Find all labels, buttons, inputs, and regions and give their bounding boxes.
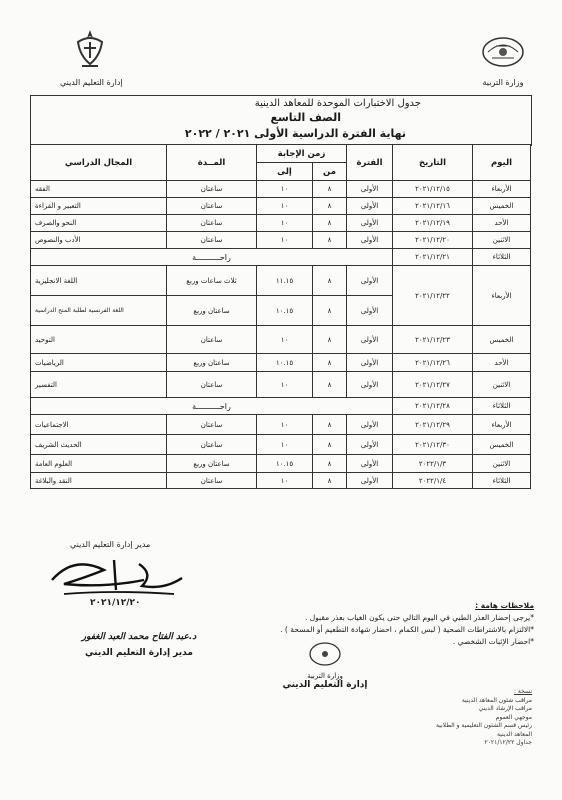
cell-to: ١٠: [257, 372, 313, 398]
cell-from: ٨: [313, 354, 347, 372]
cell-to: ١٠: [257, 181, 313, 198]
cell-from: ٨: [313, 215, 347, 232]
cell-day: الخميس: [473, 326, 531, 354]
cell-subject: التفسير: [31, 372, 167, 398]
cell-duration: ساعتان: [167, 232, 257, 249]
cell-to: ١٠.١٥: [257, 354, 313, 372]
cell-date: ٢٠٢٢/١/٤: [393, 473, 473, 489]
cell-duration: ساعتان: [167, 181, 257, 198]
cell-from: ٨: [313, 415, 347, 435]
copy-item: المعاهد الدينية: [496, 730, 532, 738]
title-line-1: جدول الاختبارات الموحدة للمعاهد الدينية: [254, 98, 421, 109]
table-row: [31, 354, 531, 372]
copies-title: نسخة :: [513, 688, 532, 695]
cell-to: ١٠: [257, 198, 313, 215]
table-row: [31, 181, 531, 198]
right-logo-caption: وزارة التربية: [482, 78, 524, 87]
cell-date: ٢٠٢١/١٢/١٦: [393, 198, 473, 215]
cell-date: ٢٠٢١/١٢/٢٣: [393, 326, 473, 354]
cell-to: ١٠.١٥: [257, 455, 313, 473]
note-item: *يرجى إحضار العذر الطبي في اليوم التالي حتى يكون الغياب بعذر مقبول .: [304, 613, 534, 622]
table-row: [31, 198, 531, 215]
note-item: *احضار الإثبات الشخصي .: [452, 637, 534, 646]
cell-period: الأولى: [347, 266, 393, 296]
rest-row: [31, 398, 531, 415]
stamp-bottom-text: إدارة التعليم الديني: [282, 680, 368, 690]
signature-date: ٢٠٢١/١٢/٢٠: [90, 598, 141, 608]
col-date: التاريخ: [393, 145, 473, 181]
title-term: نهاية الفترة الدراسية الأولى ٢٠٢١ / ٢٠٢٢: [184, 127, 406, 140]
rest-label: راحــــــــــة: [31, 249, 393, 266]
cell-duration: ساعتان: [167, 215, 257, 232]
cell-subject: الاجتماعيات: [31, 415, 167, 435]
signature-stamp-text: مدير إدارة التعليم الديني: [70, 540, 151, 549]
cell-day: الاثنين: [473, 455, 531, 473]
table-row: [31, 372, 531, 398]
cell-period: الأولى: [347, 215, 393, 232]
cell-subject: الرياضيات: [31, 354, 167, 372]
cell-day: الاثنين: [473, 232, 531, 249]
cell-day: الأحد: [473, 215, 531, 232]
cell-period: الأولى: [347, 232, 393, 249]
cell-duration: ساعتان: [167, 415, 257, 435]
cell-duration: ساعتان وربع: [167, 296, 257, 326]
cell-subject: العلوم العامة: [31, 455, 167, 473]
cell-day: الثلاثاء: [473, 249, 531, 266]
religious-education-logo: [60, 26, 123, 87]
cell-period: الأولى: [347, 354, 393, 372]
signer-role: مدير إدارة التعليم الديني: [85, 648, 193, 658]
table-row: [31, 326, 531, 354]
cell-subject: الأدب والنصوص: [31, 232, 167, 249]
col-answer-time: زمن الإجابة: [257, 145, 347, 163]
cell-day: الثلاثاء: [473, 398, 531, 415]
table-row: [31, 473, 531, 489]
cell-duration: ساعتان: [167, 435, 257, 455]
cell-subject: اللغة الانجليزية: [31, 266, 167, 296]
table-row: [31, 266, 531, 296]
cell-date: ٢٠٢١/١٢/٢٠: [393, 232, 473, 249]
col-duration: المــدة: [167, 145, 257, 181]
col-subject: المجال الدراسي: [31, 145, 167, 181]
cell-day: الاثنين: [473, 372, 531, 398]
notes-title: ملاحظات هامة :: [475, 601, 534, 610]
cell-day: الأربعاء: [473, 266, 531, 326]
cell-date: ٢٠٢١/١٢/١٩: [393, 215, 473, 232]
cell-from: ٨: [313, 266, 347, 296]
table-row: [31, 435, 531, 455]
cell-from: ٨: [313, 473, 347, 489]
cell-date: ٢٠٢١/١٢/٢٧: [393, 372, 473, 398]
table-row: [31, 455, 531, 473]
cell-date: ٢٠٢١/١٢/٢١: [393, 249, 473, 266]
cell-day: الأحد: [473, 354, 531, 372]
cell-duration: ساعتان: [167, 326, 257, 354]
col-period: الفترة: [347, 145, 393, 181]
cell-date: ٢٠٢١/١٢/٣٠: [393, 435, 473, 455]
cell-period: الأولى: [347, 181, 393, 198]
cell-period: الأولى: [347, 372, 393, 398]
cell-subject: اللغة الفرنسية لطلبة المنح الدراسية: [31, 296, 167, 326]
cell-from: ٨: [313, 455, 347, 473]
cell-period: الأولى: [347, 473, 393, 489]
cell-day: الثلاثاء: [473, 473, 531, 489]
ministry-logo: [468, 32, 538, 87]
cell-date: ٢٠٢١/١٢/٢٢: [393, 266, 473, 326]
cell-period: الأولى: [347, 455, 393, 473]
emblem-icon: [70, 26, 110, 72]
stamp-top-text: وزارة التربية: [307, 672, 343, 680]
cell-subject: التوحيد: [31, 326, 167, 354]
cell-day: الخميس: [473, 198, 531, 215]
cell-from: ٨: [313, 326, 347, 354]
cell-subject: التعبير و القراءة: [31, 198, 167, 215]
col-day: اليوم: [473, 145, 531, 181]
cell-day: الأربعاء: [473, 415, 531, 435]
cell-date: ٢٠٢١/١٢/٢٩: [393, 415, 473, 435]
cell-period: الأولى: [347, 296, 393, 326]
col-to: إلى: [257, 163, 313, 181]
copy-item: مراقب الإرشاد الديني: [478, 705, 532, 712]
rest-label: راحــــــــــة: [31, 398, 393, 415]
cell-from: ٨: [313, 232, 347, 249]
copies-block: [362, 688, 532, 748]
cell-subject: النحو والصرف: [31, 215, 167, 232]
document-header: [0, 12, 562, 92]
copy-item: موجهي العموم: [495, 713, 532, 721]
stamp-crest-icon: [307, 640, 343, 668]
cell-from: ٨: [313, 296, 347, 326]
title-block: [30, 95, 532, 146]
cell-to: ١٠: [257, 435, 313, 455]
cell-day: الأربعاء: [473, 181, 531, 198]
signer-name: د.عبد الفتاح محمد العبد الغفور: [81, 632, 197, 642]
cell-date: ٢٠٢١/١٢/٢٨: [393, 398, 473, 415]
cell-duration: ساعتان: [167, 198, 257, 215]
cell-subject: الحديث الشريف: [31, 435, 167, 455]
cell-to: ١٠: [257, 473, 313, 489]
cell-to: ١٠: [257, 326, 313, 354]
cell-from: ٨: [313, 198, 347, 215]
note-item: *الالتزام بالاشتراطات الصحية ( لبس الكمام ، احضار شهادة التطعيم أو المسحة ) .: [280, 625, 534, 634]
copy-item: مراقب شئون المعاهد الدينية: [461, 696, 532, 704]
crest-icon: [478, 32, 528, 72]
cell-duration: ساعتان وربع: [167, 354, 257, 372]
cell-duration: ساعتان: [167, 473, 257, 489]
cell-period: الأولى: [347, 326, 393, 354]
cell-duration: ثلاث ساعات وربع: [167, 266, 257, 296]
cell-subject: النقد والبلاغة: [31, 473, 167, 489]
table-row: [31, 415, 531, 435]
exam-schedule-table: [30, 144, 531, 489]
cell-duration: ساعتان وربع: [167, 455, 257, 473]
title-grade: الصف التاسع: [270, 111, 341, 124]
handwritten-signature: [44, 550, 194, 605]
cell-day: الخميس: [473, 435, 531, 455]
copy-item: جداول ٢٠٢١/١٢/٢٢: [484, 739, 532, 746]
cell-date: ٢٠٢١/١٢/٢٦: [393, 354, 473, 372]
cell-to: ١٠: [257, 215, 313, 232]
cell-date: ٢٠٢٢/١/٣: [393, 455, 473, 473]
cell-from: ٨: [313, 435, 347, 455]
left-logo-caption: إدارة التعليم الديني: [60, 78, 123, 87]
cell-duration: ساعتان: [167, 372, 257, 398]
cell-to: ١٠: [257, 232, 313, 249]
rest-row: [31, 249, 531, 266]
table-row: [31, 215, 531, 232]
cell-period: الأولى: [347, 415, 393, 435]
col-from: من: [313, 163, 347, 181]
cell-to: ١١.١٥: [257, 266, 313, 296]
cell-period: الأولى: [347, 435, 393, 455]
cell-date: ٢٠٢١/١٢/١٥: [393, 181, 473, 198]
table-row: [31, 232, 531, 249]
cell-period: الأولى: [347, 198, 393, 215]
copy-item: رئيس قسم الشئون التعليمية و الطلابية: [435, 722, 532, 729]
cell-to: ١٠: [257, 415, 313, 435]
cell-subject: الفقه: [31, 181, 167, 198]
cell-from: ٨: [313, 181, 347, 198]
cell-from: ٨: [313, 372, 347, 398]
cell-to: ١٠.١٥: [257, 296, 313, 326]
